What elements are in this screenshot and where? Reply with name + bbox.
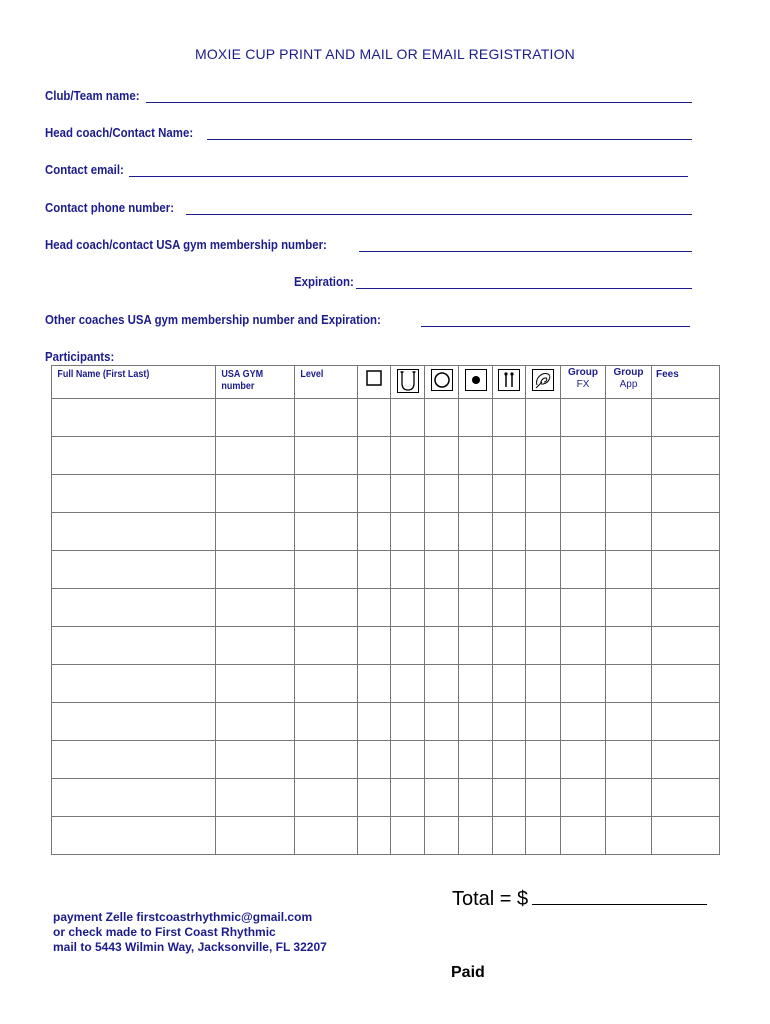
table-cell[interactable] xyxy=(391,589,425,627)
table-cell[interactable] xyxy=(493,703,526,741)
total-line[interactable] xyxy=(532,886,707,905)
table-cell[interactable] xyxy=(606,627,652,665)
table-row xyxy=(52,589,720,627)
table-cell[interactable] xyxy=(459,551,493,589)
table-cell[interactable] xyxy=(52,399,216,437)
hoop-icon xyxy=(431,369,453,391)
table-cell[interactable] xyxy=(493,627,526,665)
table-cell[interactable] xyxy=(358,589,391,627)
table-cell[interactable] xyxy=(295,399,358,437)
header-group-app: Group App xyxy=(606,366,652,399)
table-cell[interactable] xyxy=(459,589,493,627)
club-team-label: Club/Team name: xyxy=(45,88,140,103)
expiration-field[interactable] xyxy=(294,273,692,289)
table-cell[interactable] xyxy=(652,399,720,437)
head-coach-field[interactable] xyxy=(45,124,692,140)
table-cell[interactable] xyxy=(52,627,216,665)
table-cell[interactable] xyxy=(652,551,720,589)
rope-icon xyxy=(397,369,419,393)
contact-phone-label: Contact phone number: xyxy=(45,200,175,215)
expiration-line[interactable] xyxy=(356,274,692,289)
table-cell[interactable] xyxy=(216,589,295,627)
table-cell[interactable] xyxy=(526,437,561,475)
table-row xyxy=(52,437,720,475)
table-cell[interactable] xyxy=(561,475,606,513)
table-cell[interactable] xyxy=(459,741,493,779)
other-coaches-line[interactable] xyxy=(421,312,690,327)
paid-label: Paid xyxy=(451,964,485,981)
payment-instructions xyxy=(53,910,327,955)
table-cell[interactable] xyxy=(606,779,652,817)
table-cell[interactable] xyxy=(526,665,561,703)
table-cell[interactable] xyxy=(358,399,391,437)
table-cell[interactable] xyxy=(358,817,391,855)
table-cell[interactable] xyxy=(425,437,459,475)
table-cell[interactable] xyxy=(358,779,391,817)
table-cell[interactable] xyxy=(216,741,295,779)
table-row xyxy=(52,817,720,855)
table-header-row xyxy=(52,366,720,399)
other-coaches-field[interactable] xyxy=(45,311,690,327)
table-cell[interactable] xyxy=(391,665,425,703)
table-cell[interactable] xyxy=(216,779,295,817)
payment-line-2: or check made to First Coast Rhythmic xyxy=(53,925,276,939)
header-rope xyxy=(391,366,425,399)
table-cell[interactable] xyxy=(391,741,425,779)
table-cell[interactable] xyxy=(561,703,606,741)
table-cell[interactable] xyxy=(216,551,295,589)
table-cell[interactable] xyxy=(295,665,358,703)
table-cell[interactable] xyxy=(425,551,459,589)
table-cell[interactable] xyxy=(425,703,459,741)
table-cell[interactable] xyxy=(561,513,606,551)
payment-line-3: mail to 5443 Wilmin Way, Jacksonville, FL 32207 xyxy=(53,940,327,954)
table-cell[interactable] xyxy=(295,741,358,779)
other-coaches-label: Other coaches USA gym membership number and Expiration: xyxy=(45,312,381,327)
table-cell[interactable] xyxy=(425,817,459,855)
table-row xyxy=(52,703,720,741)
table-cell[interactable] xyxy=(295,627,358,665)
contact-phone-field[interactable] xyxy=(45,199,692,215)
table-cell[interactable] xyxy=(295,513,358,551)
table-cell[interactable] xyxy=(493,779,526,817)
participants-table xyxy=(51,365,720,855)
header-freehand xyxy=(358,366,391,399)
table-cell[interactable] xyxy=(526,399,561,437)
table-cell[interactable] xyxy=(561,437,606,475)
total-label: Total = $ xyxy=(452,888,529,910)
table-cell[interactable] xyxy=(358,703,391,741)
table-cell[interactable] xyxy=(561,779,606,817)
membership-label: Head coach/contact USA gym membership number: xyxy=(45,237,327,252)
table-cell[interactable] xyxy=(561,551,606,589)
club-team-field[interactable] xyxy=(45,87,692,103)
table-cell[interactable] xyxy=(216,703,295,741)
table-cell[interactable] xyxy=(652,475,720,513)
membership-field[interactable] xyxy=(45,236,692,252)
table-cell[interactable] xyxy=(652,817,720,855)
table-cell[interactable] xyxy=(561,627,606,665)
header-ball xyxy=(459,366,493,399)
freehand-square-icon xyxy=(365,369,383,387)
table-cell[interactable] xyxy=(216,437,295,475)
payment-line-1: payment Zelle firstcoastrhythmic@gmail.com xyxy=(53,910,313,924)
table-cell[interactable] xyxy=(425,665,459,703)
table-cell[interactable] xyxy=(561,399,606,437)
table-cell[interactable] xyxy=(606,817,652,855)
table-row xyxy=(52,551,720,589)
header-usa-gym-number: USA GYM number xyxy=(216,366,295,399)
table-cell[interactable] xyxy=(652,665,720,703)
table-cell[interactable] xyxy=(425,399,459,437)
table-cell[interactable] xyxy=(561,741,606,779)
table-cell[interactable] xyxy=(295,437,358,475)
table-cell[interactable] xyxy=(459,513,493,551)
table-cell[interactable] xyxy=(216,817,295,855)
table-cell[interactable] xyxy=(459,817,493,855)
table-cell[interactable] xyxy=(216,513,295,551)
table-cell[interactable] xyxy=(52,817,216,855)
table-cell[interactable] xyxy=(606,551,652,589)
table-cell[interactable] xyxy=(52,589,216,627)
header-group-fx: Group FX xyxy=(561,366,606,399)
table-cell[interactable] xyxy=(459,399,493,437)
table-cell[interactable] xyxy=(52,513,216,551)
table-cell[interactable] xyxy=(216,475,295,513)
table-cell[interactable] xyxy=(52,703,216,741)
contact-email-line[interactable] xyxy=(129,162,688,177)
table-cell[interactable] xyxy=(561,817,606,855)
contact-phone-line[interactable] xyxy=(186,200,692,215)
table-cell[interactable] xyxy=(493,551,526,589)
expiration-label: Expiration: xyxy=(294,274,354,289)
table-cell[interactable] xyxy=(493,741,526,779)
table-cell[interactable] xyxy=(391,779,425,817)
table-cell[interactable] xyxy=(52,551,216,589)
table-cell[interactable] xyxy=(459,703,493,741)
table-cell[interactable] xyxy=(606,437,652,475)
table-cell[interactable] xyxy=(295,589,358,627)
head-coach-label: Head coach/Contact Name: xyxy=(45,125,194,140)
table-cell[interactable] xyxy=(606,589,652,627)
table-cell[interactable] xyxy=(52,475,216,513)
header-ribbon xyxy=(526,366,561,399)
table-cell[interactable] xyxy=(52,437,216,475)
table-cell[interactable] xyxy=(52,665,216,703)
table-cell[interactable] xyxy=(425,513,459,551)
table-cell[interactable] xyxy=(459,665,493,703)
table-cell[interactable] xyxy=(358,513,391,551)
table-cell[interactable] xyxy=(358,437,391,475)
clubs-icon xyxy=(498,369,520,391)
table-cell[interactable] xyxy=(459,475,493,513)
table-cell[interactable] xyxy=(526,703,561,741)
table-cell[interactable] xyxy=(561,589,606,627)
table-row xyxy=(52,513,720,551)
header-clubs xyxy=(493,366,526,399)
table-cell[interactable] xyxy=(52,741,216,779)
table-cell[interactable] xyxy=(358,627,391,665)
participants-label: Participants: xyxy=(45,349,115,364)
table-cell[interactable] xyxy=(526,551,561,589)
table-cell[interactable] xyxy=(493,399,526,437)
table-cell[interactable] xyxy=(216,627,295,665)
table-cell[interactable] xyxy=(52,779,216,817)
table-cell[interactable] xyxy=(493,513,526,551)
table-cell[interactable] xyxy=(606,475,652,513)
table-cell[interactable] xyxy=(391,399,425,437)
table-cell[interactable] xyxy=(391,437,425,475)
table-cell[interactable] xyxy=(493,817,526,855)
table-cell[interactable] xyxy=(425,779,459,817)
table-cell[interactable] xyxy=(295,779,358,817)
table-row xyxy=(52,627,720,665)
table-cell[interactable] xyxy=(526,589,561,627)
page-title: MOXIE CUP PRINT AND MAIL OR EMAIL REGISTRATION xyxy=(194,46,575,62)
table-cell[interactable] xyxy=(459,437,493,475)
header-hoop xyxy=(425,366,459,399)
table-cell[interactable] xyxy=(358,475,391,513)
table-cell[interactable] xyxy=(493,665,526,703)
club-team-line[interactable] xyxy=(146,88,692,103)
table-cell[interactable] xyxy=(459,779,493,817)
header-fees: Fees xyxy=(652,366,720,399)
table-cell[interactable] xyxy=(561,665,606,703)
table-cell[interactable] xyxy=(358,741,391,779)
table-cell[interactable] xyxy=(652,513,720,551)
table-cell[interactable] xyxy=(295,703,358,741)
table-cell[interactable] xyxy=(652,437,720,475)
table-cell[interactable] xyxy=(493,475,526,513)
table-cell[interactable] xyxy=(493,437,526,475)
table-cell[interactable] xyxy=(295,817,358,855)
table-cell[interactable] xyxy=(425,627,459,665)
table-cell[interactable] xyxy=(606,513,652,551)
total-field[interactable] xyxy=(452,886,707,911)
table-cell[interactable] xyxy=(459,627,493,665)
head-coach-line[interactable] xyxy=(207,125,692,140)
table-cell[interactable] xyxy=(358,665,391,703)
table-cell[interactable] xyxy=(606,703,652,741)
table-row xyxy=(52,475,720,513)
table-cell[interactable] xyxy=(652,703,720,741)
table-cell[interactable] xyxy=(391,703,425,741)
header-full-name: Full Name (First Last) xyxy=(52,366,216,399)
table-cell[interactable] xyxy=(391,627,425,665)
table-cell[interactable] xyxy=(526,513,561,551)
table-cell[interactable] xyxy=(425,741,459,779)
table-cell[interactable] xyxy=(493,589,526,627)
table-cell[interactable] xyxy=(425,475,459,513)
table-cell[interactable] xyxy=(652,627,720,665)
membership-line[interactable] xyxy=(359,237,692,252)
table-cell[interactable] xyxy=(652,589,720,627)
table-cell[interactable] xyxy=(425,589,459,627)
table-cell[interactable] xyxy=(606,399,652,437)
ball-icon xyxy=(465,369,487,391)
table-cell[interactable] xyxy=(606,665,652,703)
table-cell[interactable] xyxy=(216,665,295,703)
table-cell[interactable] xyxy=(526,627,561,665)
table-cell[interactable] xyxy=(526,475,561,513)
table-cell[interactable] xyxy=(391,817,425,855)
ribbon-icon xyxy=(532,369,554,391)
table-cell[interactable] xyxy=(391,513,425,551)
table-cell[interactable] xyxy=(391,551,425,589)
table-cell[interactable] xyxy=(526,741,561,779)
table-cell[interactable] xyxy=(391,475,425,513)
table-cell[interactable] xyxy=(216,399,295,437)
contact-email-label: Contact email: xyxy=(45,162,124,177)
table-cell[interactable] xyxy=(295,551,358,589)
table-cell[interactable] xyxy=(526,779,561,817)
table-row xyxy=(52,399,720,437)
table-cell[interactable] xyxy=(358,551,391,589)
table-cell[interactable] xyxy=(606,741,652,779)
table-cell[interactable] xyxy=(652,779,720,817)
table-row xyxy=(52,741,720,779)
header-level: Level xyxy=(295,366,358,399)
contact-email-field[interactable] xyxy=(45,161,688,177)
table-row xyxy=(52,779,720,817)
table-cell[interactable] xyxy=(652,741,720,779)
table-row xyxy=(52,665,720,703)
table-cell[interactable] xyxy=(526,817,561,855)
table-cell[interactable] xyxy=(295,475,358,513)
